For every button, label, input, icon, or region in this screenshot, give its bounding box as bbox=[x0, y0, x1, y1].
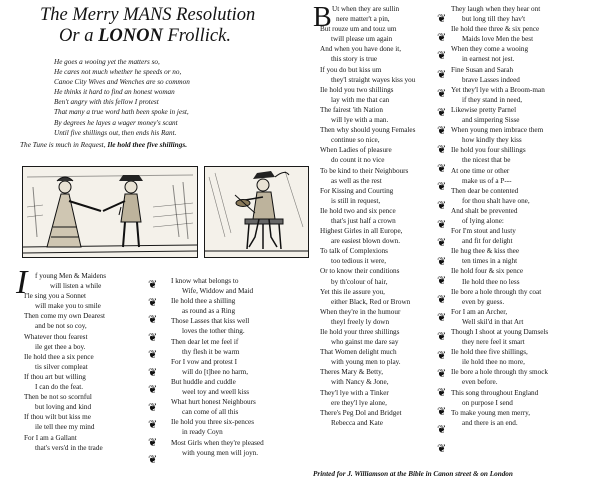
fleuron-icon: ❦ bbox=[437, 443, 447, 456]
verse-line: Ile hold you two shillings bbox=[320, 85, 394, 94]
verse-line: Yet they'l lye with a Broom-man bbox=[451, 85, 545, 94]
fleuron-icon: ❦ bbox=[437, 349, 447, 362]
fleuron-icon: ❦ bbox=[148, 314, 158, 326]
verse-line: by th'colour of hair, bbox=[331, 277, 388, 286]
verse-line: ere they'l lye alone, bbox=[331, 398, 387, 407]
intro-line: By degrees he layes a wager money's scant bbox=[54, 118, 178, 127]
fleuron-icon: ❦ bbox=[437, 312, 447, 325]
ornament-divider-left bbox=[148, 277, 158, 470]
fleuron-icon: ❦ bbox=[437, 181, 447, 194]
fleuron-icon: ❦ bbox=[437, 106, 447, 119]
verse-line: This song throughout England bbox=[451, 388, 539, 397]
verse-line: If you do but kiss um bbox=[320, 65, 382, 74]
verse-line: Ile hold thee no less bbox=[462, 277, 520, 286]
verse-line: and be not so coy, bbox=[35, 322, 87, 331]
verse-line: I can do the feat. bbox=[35, 383, 84, 392]
intro-line: Canoe City Wives and Wenches are so common bbox=[54, 78, 190, 87]
verse-line: for thou shalt have one, bbox=[462, 196, 530, 205]
verse-line: But rouze um and touz um bbox=[320, 25, 397, 34]
dropcap-i: I bbox=[16, 264, 28, 301]
verse-line: will listen a while bbox=[50, 282, 102, 291]
fleuron-icon: ❦ bbox=[437, 330, 447, 343]
verse-line: Ile hold two and six pence bbox=[320, 206, 396, 215]
verse-line: Ile hold thee three & six pence bbox=[451, 25, 540, 34]
verse-line: Well skil'd in that Art bbox=[462, 317, 524, 326]
fleuron-icon: ❦ bbox=[437, 50, 447, 63]
verse-column-1 bbox=[24, 271, 106, 453]
verse-line: Ile hold your three shillings bbox=[320, 328, 400, 336]
verse-line: They laugh when they hear ont bbox=[451, 5, 541, 13]
verse-line: What hurt honest Neighbours bbox=[171, 398, 256, 407]
fleuron-icon: ❦ bbox=[437, 69, 447, 82]
verse-column-2 bbox=[171, 276, 264, 458]
verse-line: will make you to smile bbox=[35, 302, 101, 311]
verse-line: Maids love Men the best bbox=[462, 35, 534, 44]
verse-line: Ile bore a hole through thy smock bbox=[451, 368, 549, 377]
verse-line: ten times in a night bbox=[462, 257, 518, 266]
verse-line: I know what belongs to bbox=[171, 277, 239, 285]
fleuron-icon: ❦ bbox=[437, 274, 447, 287]
verse-line: Ile hold thee five shillings, bbox=[451, 348, 528, 357]
verse-line: how kindly they kiss bbox=[462, 136, 522, 145]
verse-line: and there is an end. bbox=[462, 418, 518, 427]
fleuron-icon: ❦ bbox=[437, 13, 447, 25]
verse-line: either Black, Red or Brown bbox=[331, 297, 411, 306]
verse-line: that's just half a crown bbox=[331, 216, 396, 225]
verse-line: who gainst me dare say bbox=[331, 338, 399, 347]
verse-line: they nere feel it smart bbox=[462, 338, 525, 347]
verse-line: will lye with a man. bbox=[331, 116, 389, 125]
verse-line: Ile hold you three six-pences bbox=[171, 418, 255, 427]
verse-line: When they're in the humour bbox=[320, 307, 401, 316]
verse-line: There's Peg Dol and Bridget bbox=[320, 408, 402, 417]
fleuron-icon: ❦ bbox=[148, 296, 158, 309]
verse-line: If thou wilt but kiss me bbox=[24, 413, 91, 422]
verse-line: Highest Girles in all Europe, bbox=[320, 227, 403, 236]
fleuron-icon: ❦ bbox=[148, 366, 158, 379]
verse-line: Theres Mary & Betty, bbox=[320, 368, 384, 377]
fleuron-icon: ❦ bbox=[437, 424, 447, 437]
fleuron-icon: ❦ bbox=[437, 293, 447, 306]
verse-line: they'l straight wayes kiss you bbox=[331, 75, 416, 84]
fleuron-icon: ❦ bbox=[148, 419, 158, 431]
fleuron-icon: ❦ bbox=[437, 218, 447, 231]
verse-line: with young men will joyn. bbox=[182, 448, 259, 457]
fleuron-icon: ❦ bbox=[437, 143, 447, 156]
woodcut-couple-illustration bbox=[23, 167, 197, 257]
fleuron-icon: ❦ bbox=[148, 331, 158, 344]
verse-line: on purpose I send bbox=[462, 398, 513, 407]
verse-line: is still in request, bbox=[331, 196, 381, 205]
verse-line: But huddle and cuddle bbox=[171, 377, 236, 386]
intro-line: He thinks it hard to find an honest woman bbox=[54, 88, 175, 97]
verse-line: Ut when they are sullin bbox=[332, 5, 400, 13]
verse-line: make us of a P--- bbox=[462, 176, 512, 185]
fleuron-icon: ❦ bbox=[437, 200, 447, 213]
verse-line: but loving and kind bbox=[35, 403, 92, 412]
verse-line: with young men to play. bbox=[331, 358, 401, 367]
verse-line: When Ladies of pleasure bbox=[320, 146, 392, 155]
verse-line: Ile hold thee a shilling bbox=[171, 297, 236, 306]
verse-line: this story is true bbox=[331, 55, 378, 64]
verse-line: and simpering Sisse bbox=[462, 116, 520, 125]
verse-line: Most Girls when they're pleased bbox=[171, 438, 264, 447]
verse-line: ile hold thee no more, bbox=[462, 358, 525, 367]
tune-line: The Tune is much in Request, Ile hold thee five shillings. bbox=[20, 140, 188, 149]
intro-line: Ben't angry with this fellow I protest bbox=[54, 98, 159, 107]
verse-line: Then dear be contented bbox=[451, 186, 519, 195]
verse-line: The fairest 'ith Nation bbox=[320, 105, 383, 114]
verse-line: That Women delight much bbox=[320, 348, 397, 357]
verse-line: theyl freely ly down bbox=[331, 317, 390, 326]
verse-line: For I am a Gallant bbox=[24, 433, 77, 442]
verse-line: And shalt be prevented bbox=[451, 206, 518, 215]
verse-line: To talk of Complexions bbox=[320, 247, 388, 256]
verse-line: nere matter't a pin, bbox=[336, 15, 390, 24]
verse-line: For I am an Archer, bbox=[451, 307, 508, 316]
verse-line: and fit for delight bbox=[462, 237, 513, 246]
verse-column-3 bbox=[320, 4, 415, 428]
title-line-2: Or a LONON Frollick. bbox=[59, 26, 231, 46]
fleuron-icon: ❦ bbox=[437, 162, 447, 175]
intro-line: Until five shillings out, then ends his Rant. bbox=[54, 128, 177, 137]
verse-line: Ile hug thee & kiss thee bbox=[451, 247, 520, 256]
verse-line: Wife, Widdow and Maid bbox=[182, 287, 254, 296]
ballad-title bbox=[40, 5, 256, 47]
verse-line: as well as the rest bbox=[331, 176, 382, 185]
verse-line: At one time or other bbox=[451, 166, 510, 175]
verse-line: I'le sing you a Sonnet bbox=[24, 292, 86, 301]
verse-line: tis silver compleat bbox=[35, 362, 88, 371]
verse-line: can come of all this bbox=[182, 408, 239, 417]
verse-line: They'l lye with a Tinker bbox=[320, 388, 389, 397]
verse-line: When young men imbrace them bbox=[451, 126, 544, 135]
verse-line: Then come my own Dearest bbox=[24, 312, 106, 321]
ornament-divider-right bbox=[437, 10, 447, 459]
fleuron-icon: ❦ bbox=[148, 384, 158, 396]
fleuron-icon: ❦ bbox=[437, 31, 447, 44]
verse-line: Then why should young Females bbox=[320, 126, 416, 135]
verse-line: Ile hold you four shillings bbox=[451, 146, 526, 155]
verse-line: that's vers'd in the trade bbox=[35, 443, 103, 452]
verse-line: If thou art but willing bbox=[24, 372, 86, 381]
woodcut-fiddler-illustration bbox=[205, 167, 308, 257]
verse-line: the nicest that be bbox=[462, 156, 511, 165]
woodcut-couple bbox=[22, 166, 198, 258]
verse-line: continue so nice, bbox=[331, 136, 380, 145]
verse-line: Though I shoot at young Damsels bbox=[451, 328, 549, 336]
verse-line: will do [t]hee no harm, bbox=[182, 367, 249, 376]
verse-line: do count it no vice bbox=[331, 156, 385, 165]
verse-line: lay with me that can bbox=[331, 95, 390, 104]
verse-line: Then be not so scornful bbox=[24, 393, 92, 402]
printer-imprint: Printed for J. Williamson at the Bible in Canon street & on London bbox=[313, 470, 513, 478]
verse-line: Or to know their conditions bbox=[320, 267, 400, 276]
verse-line: of lying alone: bbox=[462, 216, 504, 225]
fleuron-icon: ❦ bbox=[437, 368, 447, 381]
verse-line: For Kissing and Courting bbox=[320, 186, 394, 195]
verse-line: When they come a wooing bbox=[451, 45, 529, 54]
fleuron-icon: ❦ bbox=[148, 279, 158, 291]
fleuron-icon: ❦ bbox=[148, 401, 158, 414]
verse-line: Fine Susan and Sarah bbox=[451, 65, 514, 74]
fleuron-icon: ❦ bbox=[148, 349, 158, 361]
fleuron-icon: ❦ bbox=[437, 237, 447, 250]
verse-line: ile get thee a boy. bbox=[35, 342, 86, 351]
fleuron-icon: ❦ bbox=[437, 87, 447, 100]
verse-line: weel toy and weell kiss bbox=[182, 388, 250, 397]
verse-line: loves the tother thing. bbox=[182, 327, 245, 336]
fleuron-icon: ❦ bbox=[148, 436, 158, 449]
intro-line: That many a true word hath been spoke in jest, bbox=[54, 108, 189, 117]
verse-line: Ile bore a hole through thy coat bbox=[451, 287, 542, 296]
verse-line: Those Lasses that kiss well bbox=[171, 317, 250, 326]
verse-line: even by guess. bbox=[462, 297, 505, 306]
title-line-1: The Merry MANS Resolution bbox=[40, 5, 256, 25]
fleuron-icon: ❦ bbox=[148, 454, 158, 466]
verse-line: if they stand in need, bbox=[462, 95, 523, 104]
verse-line: Ile hold thee a six pence bbox=[24, 352, 94, 361]
verse-line: in earnest not jest. bbox=[462, 55, 515, 64]
fleuron-icon: ❦ bbox=[437, 405, 447, 418]
verse-line: For I vow and protest I bbox=[171, 357, 238, 366]
verse-line: are easiest blown down. bbox=[331, 237, 401, 246]
verse-line: Yet this ile assure you, bbox=[320, 287, 385, 296]
verse-line: even before. bbox=[462, 378, 498, 387]
verse-line: Then dear let me feel if bbox=[171, 337, 239, 346]
verse-line: To be kind to their Neighbours bbox=[320, 166, 409, 175]
verse-line: too tedious it were, bbox=[331, 257, 387, 266]
intro-verse bbox=[54, 57, 190, 138]
fleuron-icon: ❦ bbox=[437, 256, 447, 269]
verse-line: thy flesh it be warm bbox=[182, 347, 240, 356]
intro-line: He goes a wooing yet the matters so, bbox=[54, 58, 160, 66]
fleuron-icon: ❦ bbox=[437, 387, 447, 400]
verse-line: as round as a Ring bbox=[182, 307, 236, 316]
woodcut-fiddler bbox=[204, 166, 309, 258]
verse-line: For I'm stout and lusty bbox=[451, 227, 516, 236]
verse-line: twill please um again bbox=[331, 35, 393, 44]
verse-line: Whatever thou fearest bbox=[24, 332, 88, 341]
verse-column-4 bbox=[451, 4, 548, 428]
verse-line: Likewise pretty Parnel bbox=[451, 105, 517, 114]
intro-line: He cares not much whether he speeds or no, bbox=[54, 68, 182, 77]
fleuron-icon: ❦ bbox=[437, 125, 447, 138]
verse-line: Rebecca and Kate bbox=[331, 418, 383, 427]
verse-line: but long till they hav't bbox=[462, 15, 526, 24]
verse-line: Ile hold four & six pence bbox=[451, 267, 524, 276]
verse-line: To make young men merry, bbox=[451, 408, 531, 417]
verse-line: in ready Coyn bbox=[182, 428, 223, 437]
verse-line: f young Men & Maidens bbox=[35, 272, 107, 280]
dropcap-b: B bbox=[313, 2, 332, 33]
verse-line: ile tell thee my mind bbox=[35, 423, 95, 432]
verse-line: And when you have done it, bbox=[320, 45, 402, 54]
verse-line: with Nancy & Jone, bbox=[331, 378, 389, 387]
verse-line: brave Lasses indeed bbox=[462, 75, 520, 84]
